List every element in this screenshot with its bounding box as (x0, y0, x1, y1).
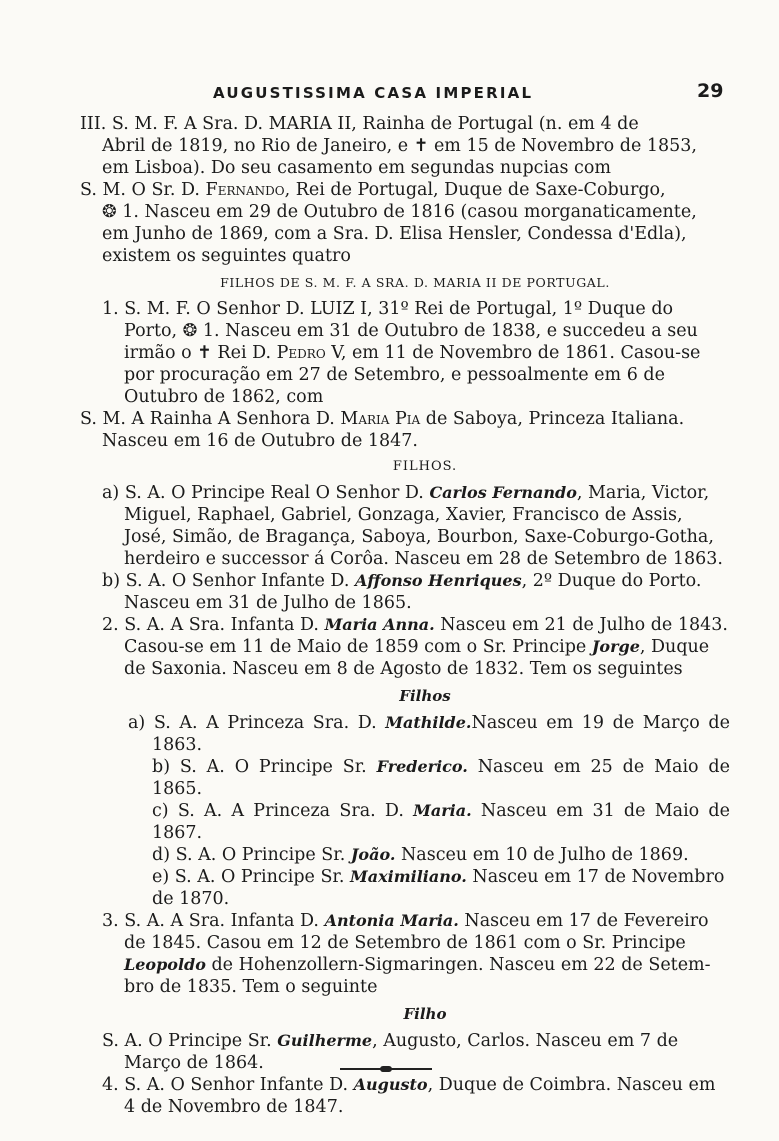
list-item: b) S. A. O Principe Sr. Frederico. Nasceu em 25 de Maio de 1865. (152, 757, 730, 799)
list-item: c) S. A. A Princeza Sra. D. Maria. Nasceu em 31 de Maio de 1867. (152, 801, 730, 843)
list-item: a) S. A. A Princeza Sra. D. Mathilde.Nasceu em 19 de Março de 1863. (128, 713, 730, 755)
filho-italic-heading: Filho (403, 1005, 447, 1023)
child-list: a) S. A. A Princeza Sra. D. Mathilde.Nasceu em 19 de Março de 1863. b) S. A. O Principe Sr. Frederico. Nasceu em 25 de Maio de 1865. c) S. A. A Princeza Sra. D. Maria. Nasceu em 31 de Maio de 1867. d) S. A. O Principe Sr. João. Nasceu em 10 de Julho de 1869. e) S. A. O Principe Sr. Maximiliano. Nasceu em 17 de Novembro de 1870. (128, 713, 730, 909)
entry-carlos: a) S. A. O Principe Real O Senhor D. Carlos Fernando, Maria, Victor, Miguel, Raphael, Gabriel, Gonzaga, Xavier, Francisco de Assis, José, Simão, de Bragança, Saboya, Bourbon, Saxe-Coburgo-Gotha, herdeiro e successor á Corôa. Nasceu em 28 de Setembro de 1863. (102, 483, 723, 569)
filhos-heading: FILHOS. (392, 459, 458, 474)
entry-luiz-i: 1. S. M. F. O Senhor D. LUIZ I, 31º Rei de Portugal, 1º Duque do Porto, ❂ 1. Nasceu em 31 de Outubro de 1838, e succedeu a seu irmão o ✝ Rei D. Pedro V, em 11 de Novembro de 1861. Casou-se por procuração em 27 de Setembro, e pessoalmente em 6 de Outubro de 1862, com (102, 299, 701, 407)
entry-maria-ii: III. S. M. F. A Sra. D. MARIA II, Rainha de Portugal (n. em 4 de Abril de 1819, no Rio de Janeiro, e ✝ em 15 de Novembro de 1853, em Lisboa). Do seu casamento em segundas nupcias com (80, 114, 697, 178)
entry-fernando: S. M. O Sr. D. Fernando, Rei de Portugal, Duque de Saxe-Coburgo, ❂ 1. Nasceu em 29 de Outubro de 1816 (casou morganaticamente, em Junho de 1869, com a Sra. D. Elisa Hensler, Condessa d'Edla), existem os seguintes quatro (80, 180, 697, 266)
running-title: AUGUSTISSIMA CASA IMPERIAL (213, 84, 534, 102)
section-heading: FILHOS DE S. M. F. A SRA. D. MARIA II DE PORTUGAL. (220, 275, 610, 290)
entry-antonia: 3. S. A. A Sra. Infanta D. Antonia Maria. Nasceu em 17 de Fevereiro de 1845. Casou em 12 de Setembro de 1861 com o Sr. Principe Leopoldo de Hohenzollern-Sigmaringen. Nasceu em 22 de Setem- bro de 1835. Tem o seguinte (102, 911, 711, 997)
entry-maria-pia: S. M. A Rainha A Senhora D. Maria Pia de Saboya, Princeza Italiana. Nasceu em 16 de Outubro de 1847. (80, 409, 685, 451)
page-body (80, 113, 730, 1118)
closing-rule (340, 1068, 432, 1070)
entry-augusto: 4. S. A. O Senhor Infante D. Augusto, Duque de Coimbra. Nasceu em 4 de Novembro de 1847. (102, 1075, 716, 1117)
filhos-italic-heading: Filhos (399, 687, 451, 705)
entry-affonso: b) S. A. O Senhor Infante D. Affonso Henriques, 2º Duque do Porto. Nasceu em 31 de Julho de 1865. (102, 571, 702, 613)
entry-guilherme: S. A. O Principe Sr. Guilherme, Augusto, Carlos. Nasceu em 7 de Março de 1864. (102, 1031, 679, 1073)
page-number: 29 (697, 80, 724, 102)
list-item: e) S. A. O Principe Sr. Maximiliano. Nasceu em 17 de Novembro (152, 867, 725, 887)
list-item: d) S. A. O Principe Sr. João. Nasceu em 10 de Julho de 1869. (152, 845, 689, 865)
entry-maria-anna: 2. S. A. A Sra. Infanta D. Maria Anna. Nasceu em 21 de Julho de 1843. Casou-se em 11 de Maio de 1859 com o Sr. Principe Jorge, Duque de Saxonia. Nasceu em 8 de Agosto de 1832. Tem os seguintes (102, 615, 728, 679)
